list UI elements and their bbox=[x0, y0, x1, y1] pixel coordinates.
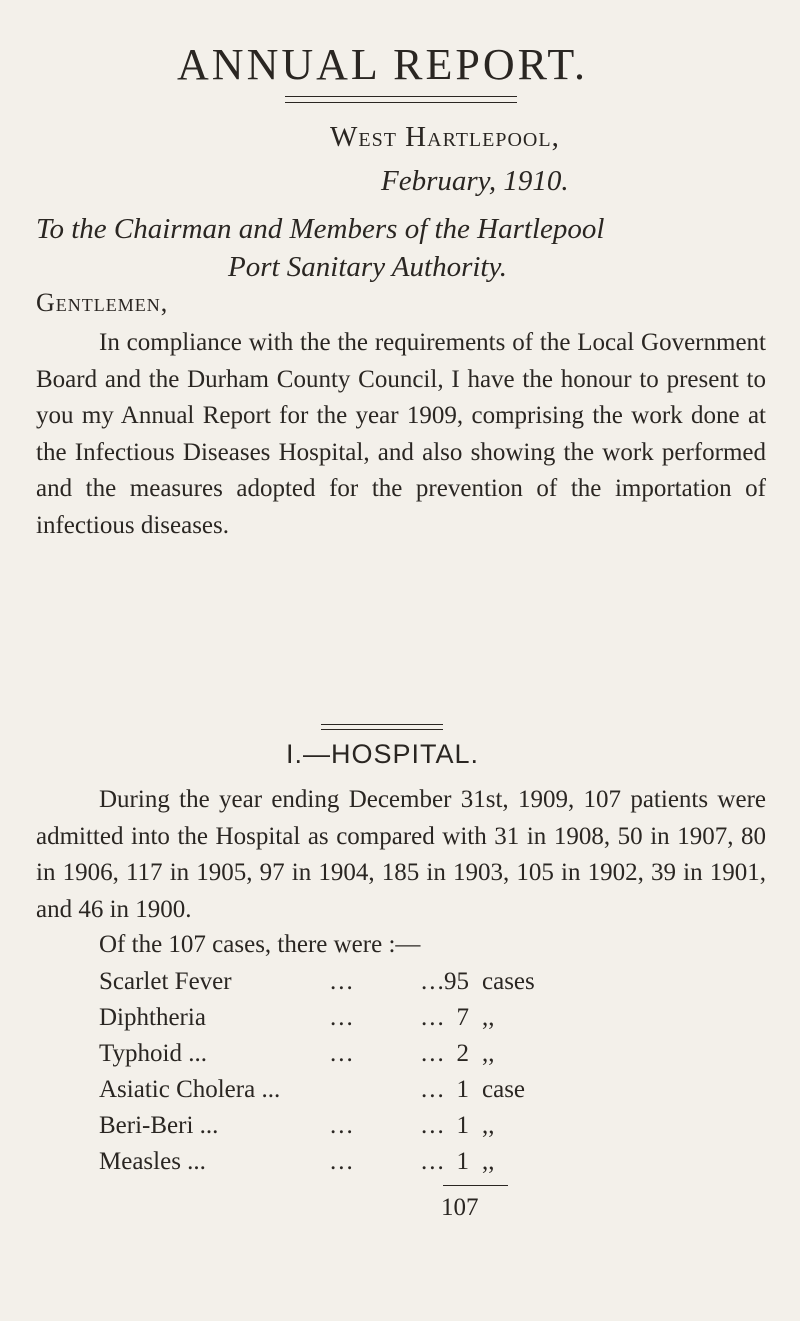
address-line-2: Port Sanitary Authority. bbox=[228, 251, 507, 283]
case-disease: Asiatic Cholera ... bbox=[99, 1076, 281, 1103]
date-line: February, 1910. bbox=[381, 165, 569, 197]
case-disease: Measles ... bbox=[99, 1148, 206, 1175]
case-count: 2 bbox=[456, 1040, 469, 1067]
case-unit: cases bbox=[482, 968, 535, 995]
case-row-beri-beri bbox=[99, 1108, 619, 1144]
cases-total: 107 bbox=[441, 1194, 479, 1221]
case-count: 7 bbox=[456, 1004, 469, 1031]
case-leader-dots: ... bbox=[421, 1148, 446, 1175]
section-heading: I.—HOSPITAL. bbox=[285, 739, 480, 769]
intro-paragraph bbox=[36, 325, 766, 544]
case-count: 1 bbox=[456, 1076, 469, 1103]
case-row-measles bbox=[99, 1144, 619, 1180]
case-unit: ,, bbox=[482, 1112, 495, 1139]
case-row-scarlet-fever bbox=[99, 964, 619, 1000]
case-unit: case bbox=[482, 1076, 526, 1103]
case-count: 95 bbox=[444, 968, 469, 995]
case-row-asiatic-cholera bbox=[99, 1072, 619, 1108]
case-leader-dots: ... bbox=[421, 1112, 446, 1139]
case-unit: ,, bbox=[482, 1004, 495, 1031]
case-unit: ,, bbox=[482, 1148, 495, 1175]
title-double-rule bbox=[285, 96, 517, 103]
case-leader-dots: ... bbox=[330, 1148, 355, 1175]
case-row-diphtheria bbox=[99, 1000, 619, 1036]
case-leader-dots: ... bbox=[421, 1004, 446, 1031]
case-leader-dots: ... bbox=[421, 1040, 446, 1067]
address-line-1: To the Chairman and Members of the Hartlepool bbox=[36, 213, 605, 245]
hospital-paragraph bbox=[36, 782, 766, 928]
case-leader-dots: ... bbox=[330, 968, 355, 995]
case-disease: Typhoid ... bbox=[99, 1040, 207, 1067]
hospital-paragraph-text: During the year ending December 31st, 1909, 107 patients were admitted into the Hospital as compared with 31 in 1908, 50 in 1907, 80 in 1906, 117 in 1905, 97 in 1904, 185 in 1903, 105 in 1902, 39 in 1901, and 46 in 1900. bbox=[36, 786, 766, 923]
place-line: West Hartlepool, bbox=[330, 121, 560, 153]
case-disease: Diphtheria bbox=[99, 1004, 206, 1031]
case-leader-dots: ... bbox=[330, 1004, 355, 1031]
case-disease: Scarlet Fever bbox=[99, 968, 232, 995]
salutation: Gentlemen, bbox=[36, 288, 169, 317]
case-row-typhoid bbox=[99, 1036, 619, 1072]
case-disease: Beri-Beri ... bbox=[99, 1112, 219, 1139]
case-count: 1 bbox=[456, 1148, 469, 1175]
case-count: 1 bbox=[456, 1112, 469, 1139]
section-double-rule bbox=[321, 724, 443, 730]
cases-list bbox=[99, 964, 619, 1180]
case-leader-dots: ... bbox=[421, 1076, 446, 1103]
case-leader-dots: ... bbox=[330, 1112, 355, 1139]
case-leader-dots: ... bbox=[421, 968, 446, 995]
address-block bbox=[36, 210, 776, 286]
case-unit: ,, bbox=[482, 1040, 495, 1067]
case-leader-dots: ... bbox=[330, 1040, 355, 1067]
intro-paragraph-text: In compliance with the the requirements of the Local Government Board and the Durham County Council, I have the honour to present to you my Annual Report for the year 1909, comprising the work done at the Infectious Diseases Hospital, and also showing the work performed and the measures adopted for the prevention of the importation of infectious diseases. bbox=[36, 329, 766, 539]
page-title: ANNUAL REPORT. bbox=[177, 40, 588, 89]
cases-intro: Of the 107 cases, there were :— bbox=[99, 931, 421, 958]
total-rule bbox=[443, 1185, 508, 1186]
